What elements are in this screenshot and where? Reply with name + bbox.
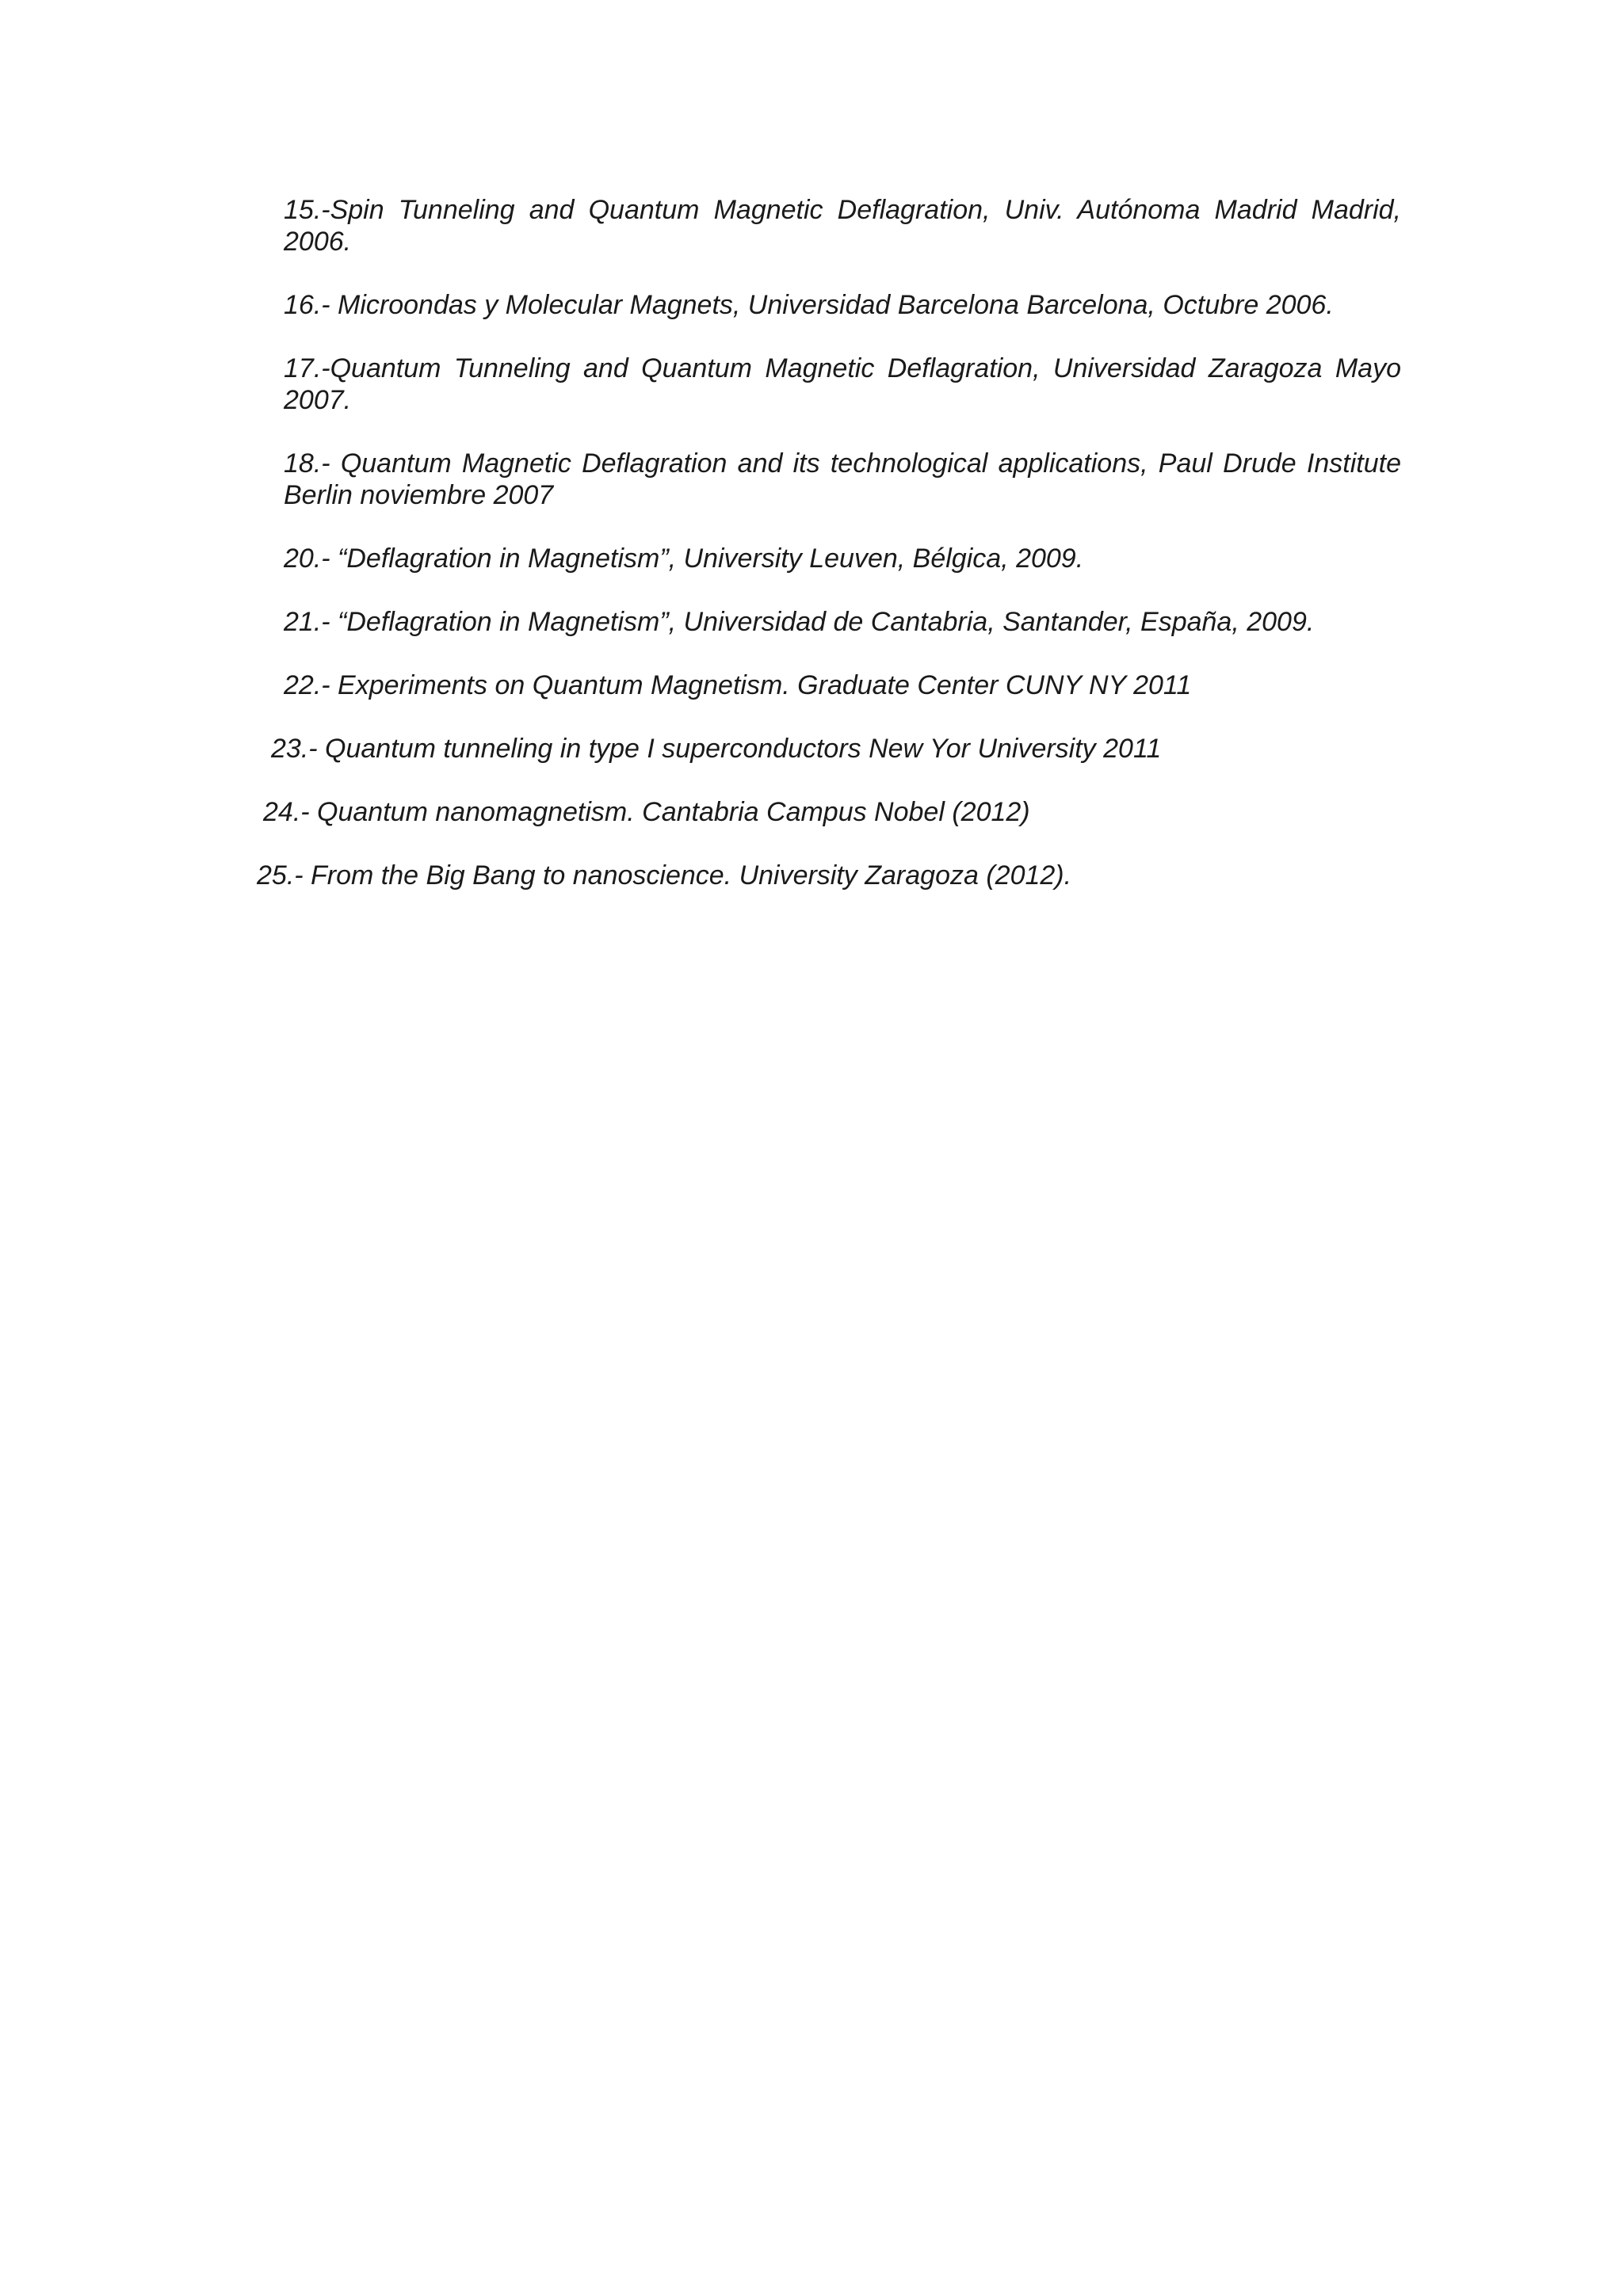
talk-entry-21: 21.- “Deflagration in Magnetism”, Universidad de Cantabria, Santander, España, 2009. [284,607,1315,637]
talk-entry-15: 15.-Spin Tunneling and Quantum Magnetic Deflagration, Univ. Autónoma Madrid Madrid, 2006. [284,195,1401,257]
talk-entry-23: 23.- Quantum tunneling in type I superconductors New Yor University 2011 [271,734,1162,764]
talk-entry-24: 24.- Quantum nanomagnetism. Cantabria Campus Nobel (2012) [263,797,1030,827]
talk-entry-22: 22.- Experiments on Quantum Magnetism. Graduate Center CUNY NY 2011 [284,670,1192,700]
talk-entry-20: 20.- “Deflagration in Magnetism”, University Leuven, Bélgica, 2009. [284,543,1084,574]
talk-entry-25: 25.- From the Big Bang to nanoscience. University Zaragoza (2012). [257,860,1072,891]
talk-entry-18: 18.- Quantum Magnetic Deflagration and its technological applications, Paul Drude Institute Berlin noviembre 2007 [284,448,1401,510]
talk-entry-17: 17.-Quantum Tunneling and Quantum Magnetic Deflagration, Universidad Zaragoza Mayo 2007. [284,353,1401,415]
talk-entry-16: 16.- Microondas y Molecular Magnets, Universidad Barcelona Barcelona, Octubre 2006. [284,290,1334,320]
